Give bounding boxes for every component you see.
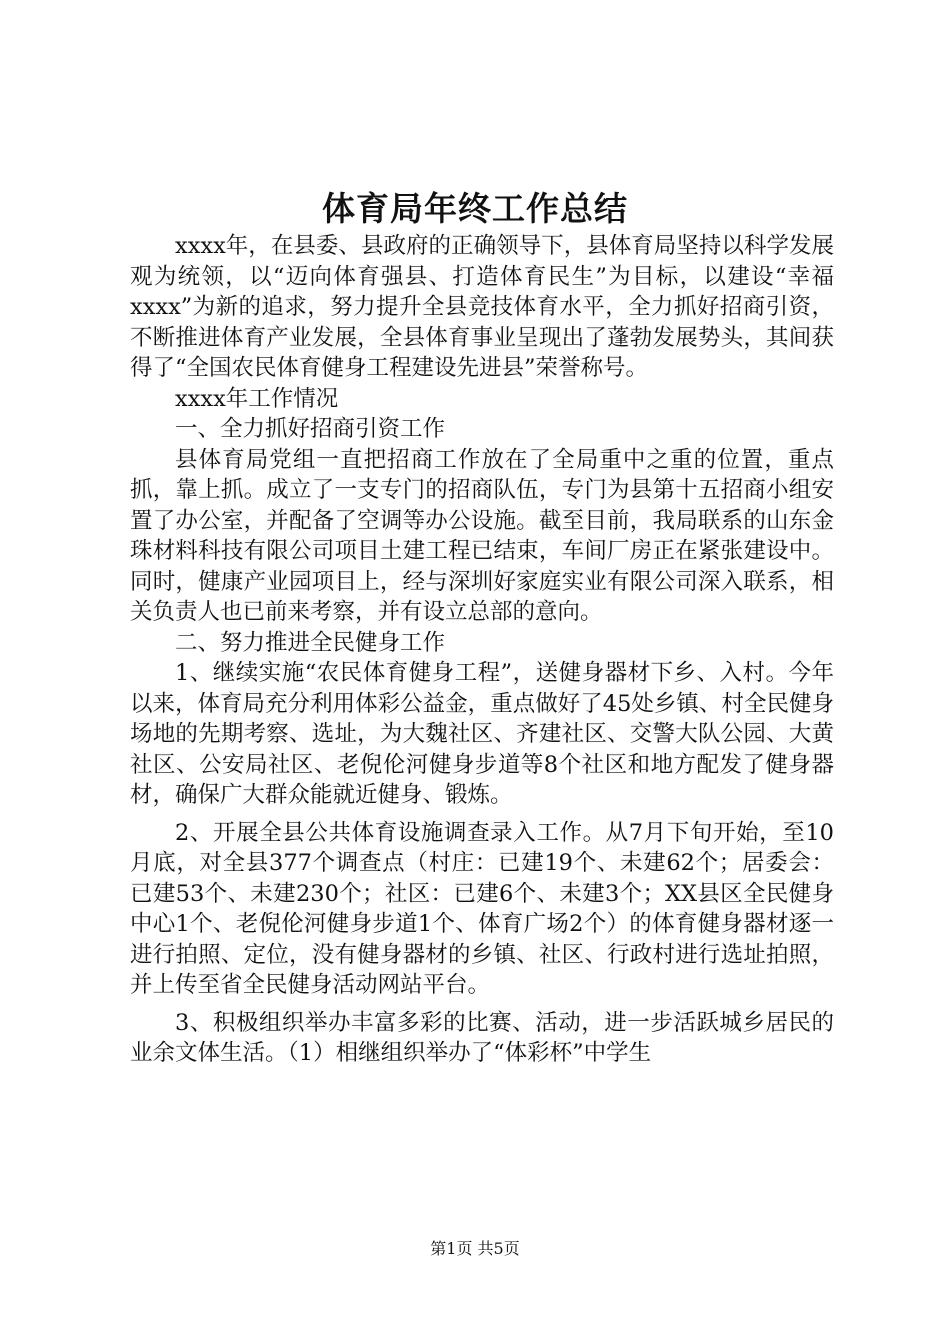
page-number-footer: 第1页 共5页 xyxy=(430,1239,520,1258)
document-body xyxy=(130,231,834,1069)
paragraph-intro: xxxx年，在县委、县政府的正确领导下，县体育局坚持以科学发展观为统领，以“迈向体育强县、打造体育民生”为目标，以建设“幸福xxxx”为新的追求，努力提升全县竞技体育水平，全力抓好招商引资，不断推进体育产业发展，全县体育事业呈现出了蓬勃发展势头，其间获得了“全国农民体育健身工程建设先进县”荣誉称号。 xyxy=(130,233,834,381)
section-heading-work-status: xxxx年工作情况 xyxy=(175,385,339,412)
paragraph-fitness-2: 2、开展全县公共体育设施调查录入工作。从7月下旬开始，至10月底，对全县377个调查点（村庄：已建19个、未建62个；居委会：已建53个、未建230个；社区：已建6个、未建3个；XX县区全民健身中心1个、老倪伦河健身步道1个、体育广场2个）的体育健身器材逐一进行拍照、定位，没有健身器材的乡镇、社区、行政村进行选址拍照，并上传至省全民健身活动网站平台。 xyxy=(130,819,834,998)
document-title: 体育局年终工作总结 xyxy=(322,189,628,228)
section-heading-investment: 一、全力抓好招商引资工作 xyxy=(175,416,446,442)
section-heading-fitness: 二、努力推进全民健身工作 xyxy=(175,629,446,656)
paragraph-fitness-1: 1、继续实施“农民体育健身工程”，送健身器材下乡、入村。今年以来，体育局充分利用体彩公益金，重点做好了45处乡镇、村全民健身场地的先期考察、选址，为大魏社区、齐建社区、交警大队公园、大黄社区、公安局社区、老倪伦河健身步道等8个社区和地方配发了健身器材，确保广大群众能就近健身、锻炼。 xyxy=(130,660,834,808)
paragraph-fitness-3: 3、积极组织举办丰富多彩的比赛、活动，进一步活跃城乡居民的业余文体生活。（1）相继组织举办了“体彩杯”中学生 xyxy=(130,1009,834,1066)
paragraph-investment: 县体育局党组一直把招商工作放在了全局重中之重的位置，重点抓，靠上抓。成立了一支专门的招商队伍，专门为县第十五招商小组安置了办公室，并配备了空调等办公设施。截至目前，我局联系的山东金珠材料科技有限公司项目土建工程已结束，车间厂房正在紧张建设中。同时，健康产业园项目上，经与深圳好家庭实业有限公司深入联系，相关负责人也已前来考察，并有设立总部的意向。 xyxy=(130,446,834,625)
